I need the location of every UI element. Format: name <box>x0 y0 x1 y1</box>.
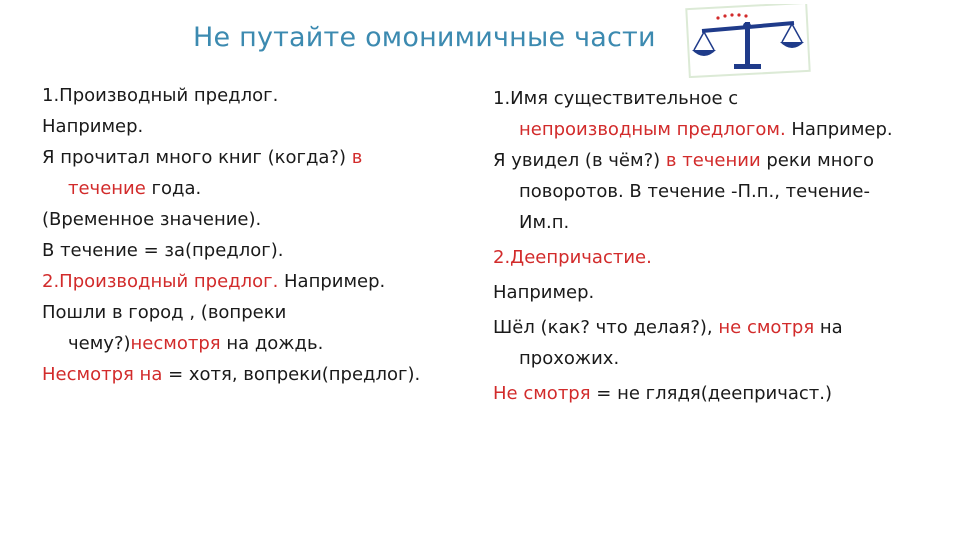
left-column <box>42 80 472 390</box>
left-meaning-note: (Временное значение). <box>42 209 262 230</box>
right-equivalence: Не смотря = не глядя(деепричаст.) <box>493 383 833 404</box>
left-equivalence-2: Несмотря на = хотя, вопреки(предлог). <box>42 364 421 385</box>
right-column <box>493 83 943 409</box>
right-example-2-cont: прохожих. <box>519 348 620 369</box>
slide-title: Не путайте омонимичные части <box>193 22 656 53</box>
right-example-label: Например. <box>493 282 595 303</box>
left-example-sentence-cont: течение года. <box>68 178 202 199</box>
right-heading-2: 2.Деепричастие. <box>493 247 652 268</box>
left-example-2: Пошли в город , (вопреки <box>42 302 287 323</box>
right-example-sentence: Я увидел (в чём?) в течении реки много <box>493 150 874 171</box>
left-example-label: Например. <box>42 116 144 137</box>
left-example-2-cont: чему?)несмотря на дождь. <box>68 333 324 354</box>
right-example-sentence-end: Им.п. <box>519 212 570 233</box>
right-example-2: Шёл (как? что делая?), не смотря на <box>493 317 843 338</box>
left-heading-2: 2.Производный предлог. Например. <box>42 271 386 292</box>
right-heading-1-cont: непроизводным предлогом. Например. <box>519 119 893 140</box>
left-equivalence-1: В течение = за(предлог). <box>42 240 284 261</box>
right-heading-1: 1.Имя существительное с <box>493 88 739 109</box>
left-heading-1: 1.Производный предлог. <box>42 85 279 106</box>
right-example-sentence-cont: поворотов. В течение -П.п., течение- <box>519 181 870 202</box>
left-example-sentence: Я прочитал много книг (когда?) в <box>42 147 363 168</box>
scales-of-justice-icon <box>682 4 812 78</box>
